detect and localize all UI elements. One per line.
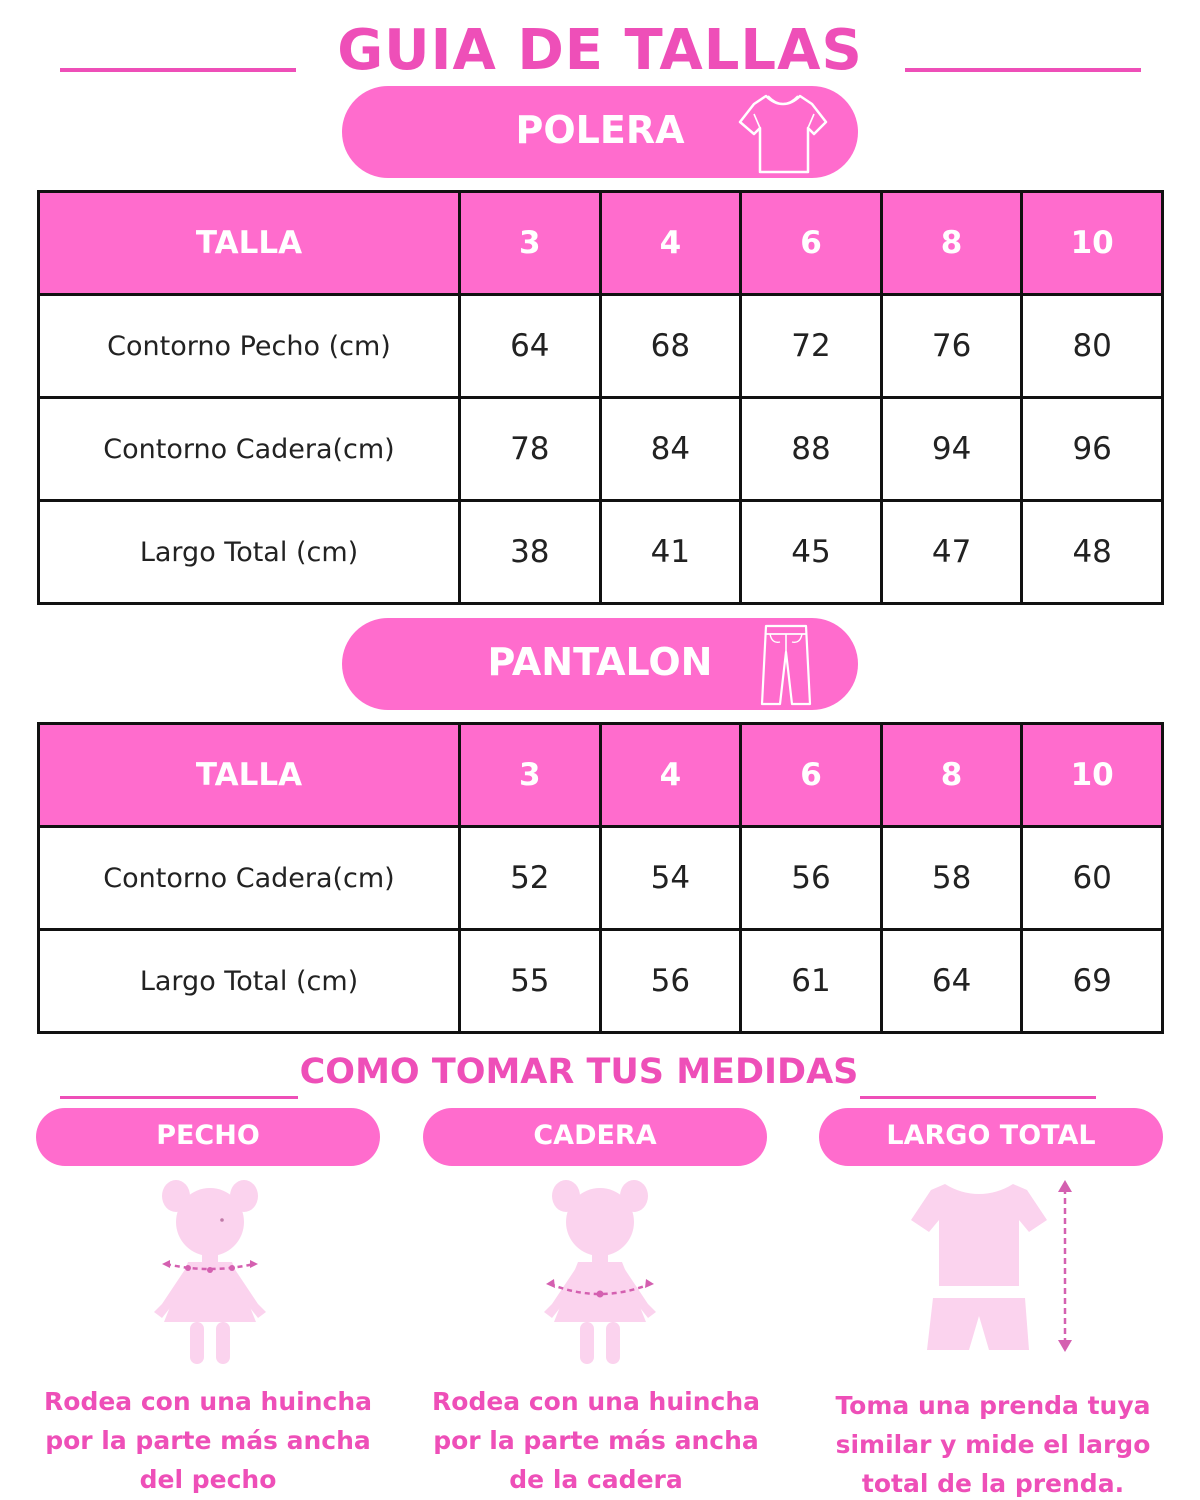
polera-section-label: POLERA <box>515 108 685 152</box>
table-header-row <box>39 192 1163 295</box>
howto-rule-right <box>860 1096 1096 1099</box>
header-cell: 3 <box>460 192 601 295</box>
girl-chest-measure-icon <box>140 1172 280 1368</box>
cadera-description <box>418 1382 774 1499</box>
largo-total-label: LARGO TOTAL <box>886 1120 1096 1151</box>
table-row <box>39 295 1163 398</box>
pantalon-section-label: PANTALON <box>487 640 713 684</box>
table-cell: 80 <box>1022 295 1163 398</box>
row-label: Largo Total (cm) <box>39 930 460 1033</box>
header-cell: TALLA <box>39 724 460 827</box>
header-cell: 10 <box>1022 724 1163 827</box>
table-cell: 69 <box>1022 930 1163 1033</box>
table-cell: 64 <box>881 930 1022 1033</box>
description-line: Rodea con una huincha <box>432 1387 760 1416</box>
howto-heading <box>0 1052 1200 1102</box>
table-cell: 84 <box>600 398 741 501</box>
table-cell: 61 <box>741 930 882 1033</box>
table-cell: 56 <box>741 827 882 930</box>
table-cell: 78 <box>460 398 601 501</box>
table-cell: 56 <box>600 930 741 1033</box>
table-cell: 47 <box>881 501 1022 604</box>
table-cell: 76 <box>881 295 1022 398</box>
table-row <box>39 501 1163 604</box>
howto-title: COMO TOMAR TUS MEDIDAS <box>299 1052 859 1092</box>
description-line: similar y mide el largo <box>835 1430 1151 1459</box>
largo-total-pill <box>819 1108 1163 1166</box>
pantalon-size-table <box>37 722 1164 1034</box>
pecho-pill <box>36 1108 380 1166</box>
table-cell: 68 <box>600 295 741 398</box>
girl-hip-measure-icon <box>530 1172 670 1368</box>
table-cell: 55 <box>460 930 601 1033</box>
polera-section-pill <box>342 86 858 178</box>
pants-icon <box>756 622 816 708</box>
tshirt-icon <box>736 90 830 176</box>
cadera-pill <box>423 1108 767 1166</box>
description-line: de la cadera <box>509 1465 683 1494</box>
table-cell: 64 <box>460 295 601 398</box>
header-cell: 8 <box>881 192 1022 295</box>
table-cell: 94 <box>881 398 1022 501</box>
row-label: Largo Total (cm) <box>39 501 460 604</box>
table-cell: 72 <box>741 295 882 398</box>
table-cell: 52 <box>460 827 601 930</box>
row-label: Contorno Cadera(cm) <box>39 827 460 930</box>
description-line: Rodea con una huincha <box>44 1387 372 1416</box>
header-cell: 6 <box>741 724 882 827</box>
table-row <box>39 930 1163 1033</box>
description-line: por la parte más ancha <box>45 1426 371 1455</box>
table-cell: 88 <box>741 398 882 501</box>
row-label: Contorno Pecho (cm) <box>39 295 460 398</box>
title-rule-right <box>905 68 1141 72</box>
page-title <box>0 10 1200 82</box>
garment-length-icon <box>905 1176 1090 1356</box>
table-header-row <box>39 724 1163 827</box>
description-line: por la parte más ancha <box>433 1426 759 1455</box>
table-row <box>39 398 1163 501</box>
header-cell: TALLA <box>39 192 460 295</box>
howto-rule-left <box>60 1096 298 1099</box>
header-cell: 6 <box>741 192 882 295</box>
table-cell: 38 <box>460 501 601 604</box>
cadera-label: CADERA <box>533 1120 657 1151</box>
table-cell: 54 <box>600 827 741 930</box>
header-cell: 4 <box>600 724 741 827</box>
row-label: Contorno Cadera(cm) <box>39 398 460 501</box>
pantalon-section-pill <box>342 618 858 710</box>
header-cell: 3 <box>460 724 601 827</box>
largo-total-description <box>815 1386 1171 1500</box>
pecho-description <box>30 1382 386 1499</box>
description-line: del pecho <box>139 1465 277 1494</box>
table-cell: 48 <box>1022 501 1163 604</box>
description-line: Toma una prenda tuya <box>835 1391 1151 1420</box>
table-cell: 41 <box>600 501 741 604</box>
pecho-label: PECHO <box>156 1120 260 1151</box>
table-cell: 45 <box>741 501 882 604</box>
header-cell: 4 <box>600 192 741 295</box>
table-cell: 96 <box>1022 398 1163 501</box>
polera-size-table <box>37 190 1164 605</box>
table-cell: 60 <box>1022 827 1163 930</box>
page-title-text: GUIA DE TALLAS <box>337 18 863 83</box>
header-cell: 8 <box>881 724 1022 827</box>
description-line: total de la prenda. <box>861 1469 1125 1498</box>
header-cell: 10 <box>1022 192 1163 295</box>
table-cell: 58 <box>881 827 1022 930</box>
table-row <box>39 827 1163 930</box>
